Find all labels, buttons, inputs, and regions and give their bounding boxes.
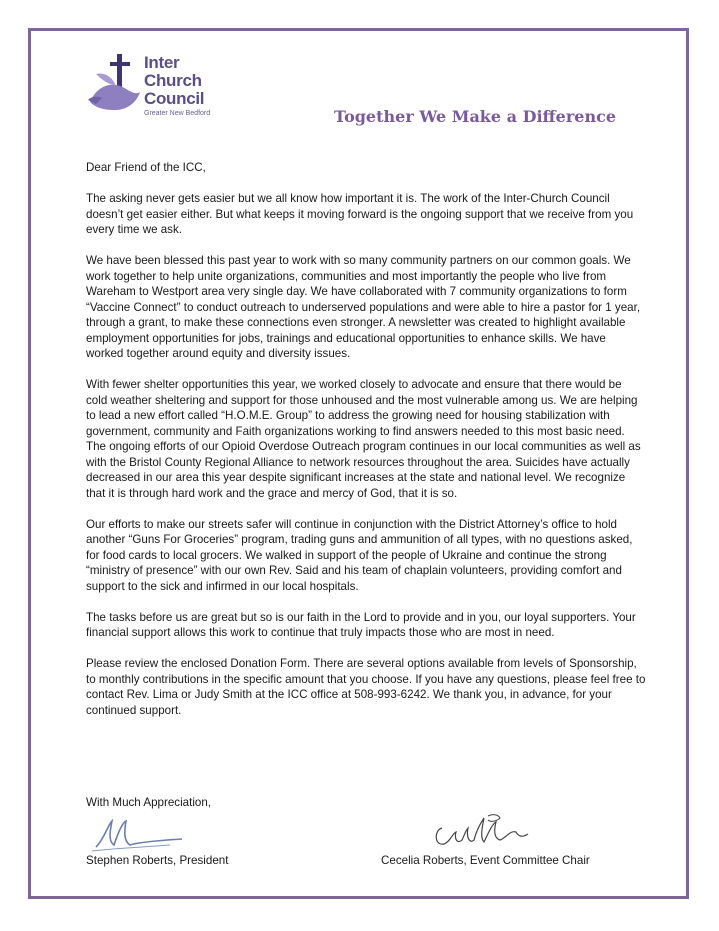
paragraph-2: We have been blessed this past year to work with so many community partners on our common goals. We work together to help unite organizations, communities and most importantly the people who live from Wareham to Westport area very single day. We have collaborated with 7 community organizations to form “Vaccine Connect” to conduct outreach to underserved populations and were able to hire a pastor for 1 year, through a grant, to make these connections even stronger. A newsletter was created to highlight available employment opportunities for jobs, trainings and educational opportunities to enhance skills. We have worked together around equity and diversity issues. [86,254,641,360]
signature-right [428,810,538,856]
dove-cross-icon [86,52,142,118]
signer-left-name: Stephen Roberts, President [86,854,229,867]
tagline: Together We Make a Difference [334,107,617,126]
logo-line-2: Church [144,71,202,90]
signature-left [90,815,190,855]
paragraph-3: With fewer shelter opportunities this year, we worked closely to advocate and ensure that there would be cold weather sheltering and support for those unhoused and the most vulnerable among us. We are helping to lead a new effort called “H.O.M.E. Group” to address the growing need for housing stabilization with government, community and Faith organizations working to find answers needed to this most basic need. The ongoing efforts of our Opioid Overdose Outreach program continues in our local communities as well as with the Bristol County Regional Alliance to network resources throughout the area. Suicides have actually decreased in our area this year despite significant increases at the state and national level. We recognize that it is through hard work and the grace and mercy of God, that it is so. [86,378,641,500]
signer-right-name: Cecelia Roberts, Event Committee Chair [381,854,590,867]
logo-subtitle: Greater New Bedford [144,110,211,117]
paragraph-4: Our efforts to make our streets safer will continue in conjunction with the District Attorney’s office to hold another “Guns For Groceries” program, trading guns and ammunition of all types, with no questions asked, for food cards to local grocers. We walked in support of the people of Ukraine and continue the strong “ministry of presence” with our own Rev. Said and his team of chaplain volunteers, providing comfort and support to the sick and infirmed in our local hospitals. [86,517,633,593]
icc-logo [86,44,226,124]
paragraph-6: Please review the enclosed Donation Form. There are several options available from levels of Sponsorship, to monthly contributions in the specific amount that you choose. If you have any questions, please feel free to contact Rev. Lima or Judy Smith at the ICC office at 508-993-6242. We thank you, in advance, for your continued support. [86,657,646,717]
paragraph-1: The asking never gets easier but we all know how important it is. The work of the Inter-Church Council doesn’t get easier either. But what keeps it moving forward is the ongoing support that we receive from you every time we ask. [86,192,634,236]
logo-line-1: Inter [144,53,180,72]
letter-body [86,160,646,734]
logo-line-3: Council [144,89,205,108]
salutation: Dear Friend of the ICC, [86,161,206,174]
logo-wordmark [144,54,204,108]
paragraph-5: The tasks before us are great but so is our faith in the Lord to provide and in you, our loyal supporters. Your financial support allows this work to continue that truly impacts those who are most in need. [86,610,636,639]
closing: With Much Appreciation, [86,796,212,809]
